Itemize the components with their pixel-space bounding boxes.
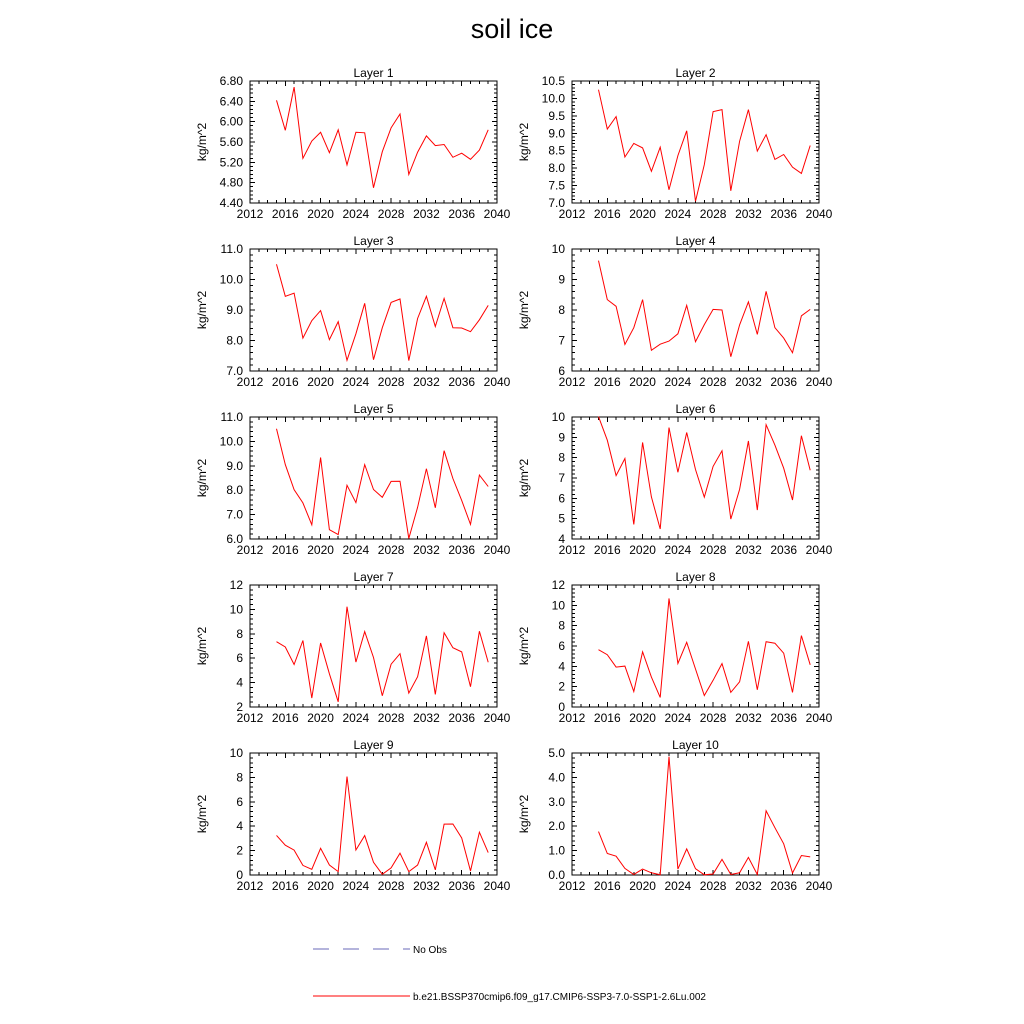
plot-frame — [250, 753, 497, 875]
x-tick-label: 2024 — [664, 711, 692, 725]
y-tick-label: 8 — [236, 626, 243, 641]
chart-panel-5 — [195, 402, 511, 557]
x-tick-label: 2036 — [448, 879, 476, 893]
x-tick-label: 2032 — [413, 375, 440, 389]
x-tick-label: 2020 — [307, 207, 334, 221]
y-axis-label: kg/m^2 — [195, 290, 209, 330]
y-tick-label: 11.0 — [220, 410, 243, 424]
y-tick-label: 6.0 — [226, 532, 243, 546]
x-tick-label: 2028 — [377, 375, 405, 389]
x-tick-label: 2032 — [413, 207, 440, 221]
panel-title: Layer 3 — [353, 234, 394, 248]
y-tick-label: 2.0 — [548, 819, 565, 834]
y-tick-label: 0 — [236, 868, 243, 882]
y-tick-label: 9.0 — [548, 126, 565, 141]
x-tick-label: 2024 — [664, 879, 692, 893]
x-tick-label: 2036 — [770, 711, 798, 725]
y-tick-label: 9 — [558, 272, 565, 287]
series-line — [277, 777, 489, 875]
x-tick-label: 2032 — [735, 375, 762, 389]
x-tick-label: 2012 — [558, 207, 586, 221]
chart-panel-4 — [517, 234, 833, 389]
x-tick-label: 2028 — [699, 375, 727, 389]
x-tick-label: 2036 — [770, 207, 798, 221]
plot-frame — [250, 585, 497, 707]
x-tick-label: 2040 — [483, 543, 511, 557]
y-axis-label: kg/m^2 — [195, 122, 209, 162]
y-tick-label: 6.00 — [219, 114, 243, 129]
y-tick-label: 9 — [558, 430, 565, 445]
x-tick-label: 2040 — [483, 207, 511, 221]
y-tick-label: 9.5 — [548, 108, 565, 123]
x-tick-label: 2016 — [271, 207, 299, 221]
x-tick-label: 2024 — [664, 375, 692, 389]
y-tick-label: 4.0 — [548, 770, 565, 785]
y-tick-label: 4.40 — [219, 196, 243, 210]
plot-frame — [572, 249, 819, 371]
x-tick-label: 2016 — [271, 375, 299, 389]
x-tick-label: 2040 — [483, 879, 511, 893]
chart-panel-10 — [517, 738, 833, 893]
x-tick-label: 2012 — [236, 711, 264, 725]
y-tick-label: 2 — [558, 679, 565, 694]
x-tick-label: 2036 — [448, 375, 476, 389]
panel-title: Layer 1 — [353, 66, 394, 80]
y-tick-label: 8.5 — [548, 143, 565, 158]
plot-frame — [250, 417, 497, 539]
x-tick-label: 2016 — [271, 543, 299, 557]
y-tick-label: 4 — [558, 659, 565, 674]
x-tick-label: 2024 — [664, 207, 692, 221]
y-tick-label: 7 — [558, 471, 565, 485]
x-tick-label: 2028 — [699, 207, 727, 221]
y-axis-label: kg/m^2 — [195, 458, 209, 498]
series-line — [599, 417, 811, 529]
y-tick-label: 6 — [558, 491, 565, 506]
panel-title: Layer 10 — [672, 738, 719, 752]
x-tick-label: 2024 — [342, 879, 370, 893]
y-tick-label: 6 — [236, 651, 243, 666]
series-line — [599, 90, 811, 202]
x-tick-label: 2016 — [271, 879, 299, 893]
y-tick-label: 2 — [236, 700, 243, 714]
x-tick-label: 2040 — [805, 543, 833, 557]
x-tick-label: 2024 — [664, 543, 692, 557]
x-tick-label: 2024 — [342, 543, 370, 557]
y-tick-label: 2 — [236, 843, 243, 858]
x-tick-label: 2012 — [558, 711, 586, 725]
y-axis-label: kg/m^2 — [517, 458, 531, 498]
panel-title: Layer 7 — [353, 570, 394, 584]
x-tick-label: 2024 — [342, 711, 370, 725]
x-tick-label: 2012 — [236, 375, 264, 389]
series-line — [599, 757, 811, 875]
x-tick-label: 2032 — [735, 711, 762, 725]
plot-frame — [572, 585, 819, 707]
x-tick-label: 2040 — [805, 879, 833, 893]
plot-frame — [250, 249, 497, 371]
y-tick-label: 10.5 — [541, 74, 565, 88]
y-tick-label: 6 — [558, 639, 565, 653]
x-tick-label: 2020 — [307, 375, 334, 389]
x-tick-label: 2020 — [629, 375, 656, 389]
panel-title: Layer 9 — [353, 738, 394, 752]
y-tick-label: 6 — [558, 364, 565, 378]
y-tick-label: 9.0 — [226, 458, 243, 473]
y-tick-label: 7.0 — [226, 507, 243, 522]
x-tick-label: 2020 — [629, 207, 656, 221]
y-tick-label: 7.5 — [548, 178, 565, 193]
panel-title: Layer 5 — [353, 402, 394, 416]
x-tick-label: 2028 — [699, 543, 727, 557]
y-tick-label: 4 — [558, 532, 565, 546]
x-tick-label: 2036 — [770, 543, 798, 557]
y-axis-label: kg/m^2 — [517, 794, 531, 834]
x-tick-label: 2036 — [448, 207, 476, 221]
x-tick-label: 2032 — [735, 207, 762, 221]
panel-title: Layer 6 — [675, 402, 716, 416]
x-tick-label: 2020 — [629, 711, 656, 725]
x-tick-label: 2036 — [770, 879, 798, 893]
x-tick-label: 2016 — [593, 711, 621, 725]
y-tick-label: 8 — [558, 303, 565, 317]
chart-title: soil ice — [470, 14, 554, 44]
y-axis-label: kg/m^2 — [517, 290, 531, 330]
series-line — [277, 429, 489, 539]
y-axis-label: kg/m^2 — [195, 626, 209, 666]
y-tick-label: 5 — [558, 511, 565, 526]
y-tick-label: 9.0 — [226, 303, 243, 317]
x-tick-label: 2012 — [558, 543, 586, 557]
chart-panel-7 — [195, 570, 511, 725]
legend-no-obs-label: No Obs — [413, 945, 447, 956]
y-tick-label: 3.0 — [548, 794, 565, 809]
x-tick-label: 2028 — [699, 879, 727, 893]
plot-frame — [572, 417, 819, 539]
x-tick-label: 2020 — [307, 711, 334, 725]
series-line — [277, 87, 489, 188]
series-line — [277, 607, 489, 702]
series-line — [599, 261, 811, 357]
y-tick-label: 6.80 — [219, 74, 243, 88]
chart-panel-9 — [195, 738, 511, 893]
x-tick-label: 2032 — [413, 711, 440, 725]
y-tick-label: 10.0 — [219, 434, 243, 449]
x-tick-label: 2012 — [236, 207, 264, 221]
x-tick-label: 2036 — [448, 543, 476, 557]
y-tick-label: 8.0 — [226, 333, 243, 348]
y-tick-label: 0.0 — [548, 868, 565, 882]
x-tick-label: 2016 — [593, 207, 621, 221]
panel-title: Layer 4 — [675, 234, 716, 248]
series-line — [599, 598, 811, 697]
x-tick-label: 2032 — [413, 543, 440, 557]
y-tick-label: 8 — [558, 618, 565, 633]
chart-panel-8 — [517, 570, 833, 725]
chart-panel-3 — [195, 234, 511, 389]
x-tick-label: 2016 — [271, 711, 299, 725]
y-tick-label: 8.0 — [548, 161, 565, 176]
y-tick-label: 10 — [551, 598, 565, 613]
x-tick-label: 2028 — [377, 879, 405, 893]
panel-title: Layer 8 — [675, 570, 716, 584]
chart-panel-6 — [517, 402, 833, 557]
y-tick-label: 7.0 — [548, 196, 565, 210]
y-tick-label: 1.0 — [548, 843, 565, 858]
legend-model-label: b.e21.BSSP370cmip6.f09_g17.CMIP6-SSP3-7.0-SSP1-2.6Lu.002 — [413, 992, 706, 1003]
x-tick-label: 2028 — [377, 543, 405, 557]
x-tick-label: 2040 — [483, 375, 511, 389]
y-tick-label: 12 — [229, 578, 243, 592]
chart-panel-1 — [195, 66, 511, 221]
x-tick-label: 2036 — [448, 711, 476, 725]
x-tick-label: 2040 — [805, 711, 833, 725]
x-tick-label: 2016 — [593, 543, 621, 557]
x-tick-label: 2040 — [805, 375, 833, 389]
x-tick-label: 2020 — [629, 879, 656, 893]
y-tick-label: 4.80 — [219, 175, 243, 190]
y-tick-label: 7 — [558, 333, 565, 348]
x-tick-label: 2040 — [805, 207, 833, 221]
x-tick-label: 2012 — [236, 543, 264, 557]
x-tick-label: 2016 — [593, 375, 621, 389]
x-tick-label: 2040 — [483, 711, 511, 725]
x-tick-label: 2016 — [593, 879, 621, 893]
y-tick-label: 5.60 — [219, 135, 243, 149]
y-tick-label: 10.0 — [219, 272, 243, 287]
x-tick-label: 2020 — [629, 543, 656, 557]
y-tick-label: 0 — [558, 700, 565, 714]
series-line — [277, 264, 489, 360]
panel-title: Layer 2 — [675, 66, 716, 80]
y-tick-label: 10 — [551, 410, 565, 424]
x-tick-label: 2028 — [377, 711, 405, 725]
x-tick-label: 2012 — [558, 879, 586, 893]
y-tick-label: 10.0 — [541, 91, 565, 106]
x-tick-label: 2032 — [735, 879, 762, 893]
x-tick-label: 2032 — [413, 879, 440, 893]
y-tick-label: 5.20 — [219, 155, 243, 170]
y-tick-label: 8.0 — [226, 483, 243, 498]
legend — [313, 945, 706, 1003]
x-tick-label: 2036 — [770, 375, 798, 389]
y-tick-label: 8 — [558, 450, 565, 465]
y-tick-label: 5.0 — [548, 746, 565, 760]
y-tick-label: 11.0 — [220, 242, 243, 256]
y-tick-label: 4 — [236, 819, 243, 834]
y-tick-label: 7.0 — [226, 364, 243, 378]
y-axis-label: kg/m^2 — [517, 122, 531, 162]
plot-frame — [572, 753, 819, 875]
y-tick-label: 10 — [551, 242, 565, 256]
y-axis-label: kg/m^2 — [517, 626, 531, 666]
x-tick-label: 2028 — [699, 711, 727, 725]
y-tick-label: 10 — [229, 746, 243, 760]
plot-frame — [572, 81, 819, 203]
y-tick-label: 4 — [236, 675, 243, 690]
x-tick-label: 2032 — [735, 543, 762, 557]
x-tick-label: 2024 — [342, 375, 370, 389]
x-tick-label: 2012 — [558, 375, 586, 389]
y-tick-label: 10 — [229, 602, 243, 617]
x-tick-label: 2012 — [236, 879, 264, 893]
y-tick-label: 6.40 — [219, 94, 243, 109]
y-tick-label: 12 — [551, 578, 565, 592]
chart-panel-2 — [517, 66, 833, 221]
y-axis-label: kg/m^2 — [195, 794, 209, 834]
x-tick-label: 2024 — [342, 207, 370, 221]
x-tick-label: 2020 — [307, 879, 334, 893]
x-tick-label: 2028 — [377, 207, 405, 221]
y-tick-label: 8 — [236, 770, 243, 785]
y-tick-label: 6 — [236, 794, 243, 809]
x-tick-label: 2020 — [307, 543, 334, 557]
